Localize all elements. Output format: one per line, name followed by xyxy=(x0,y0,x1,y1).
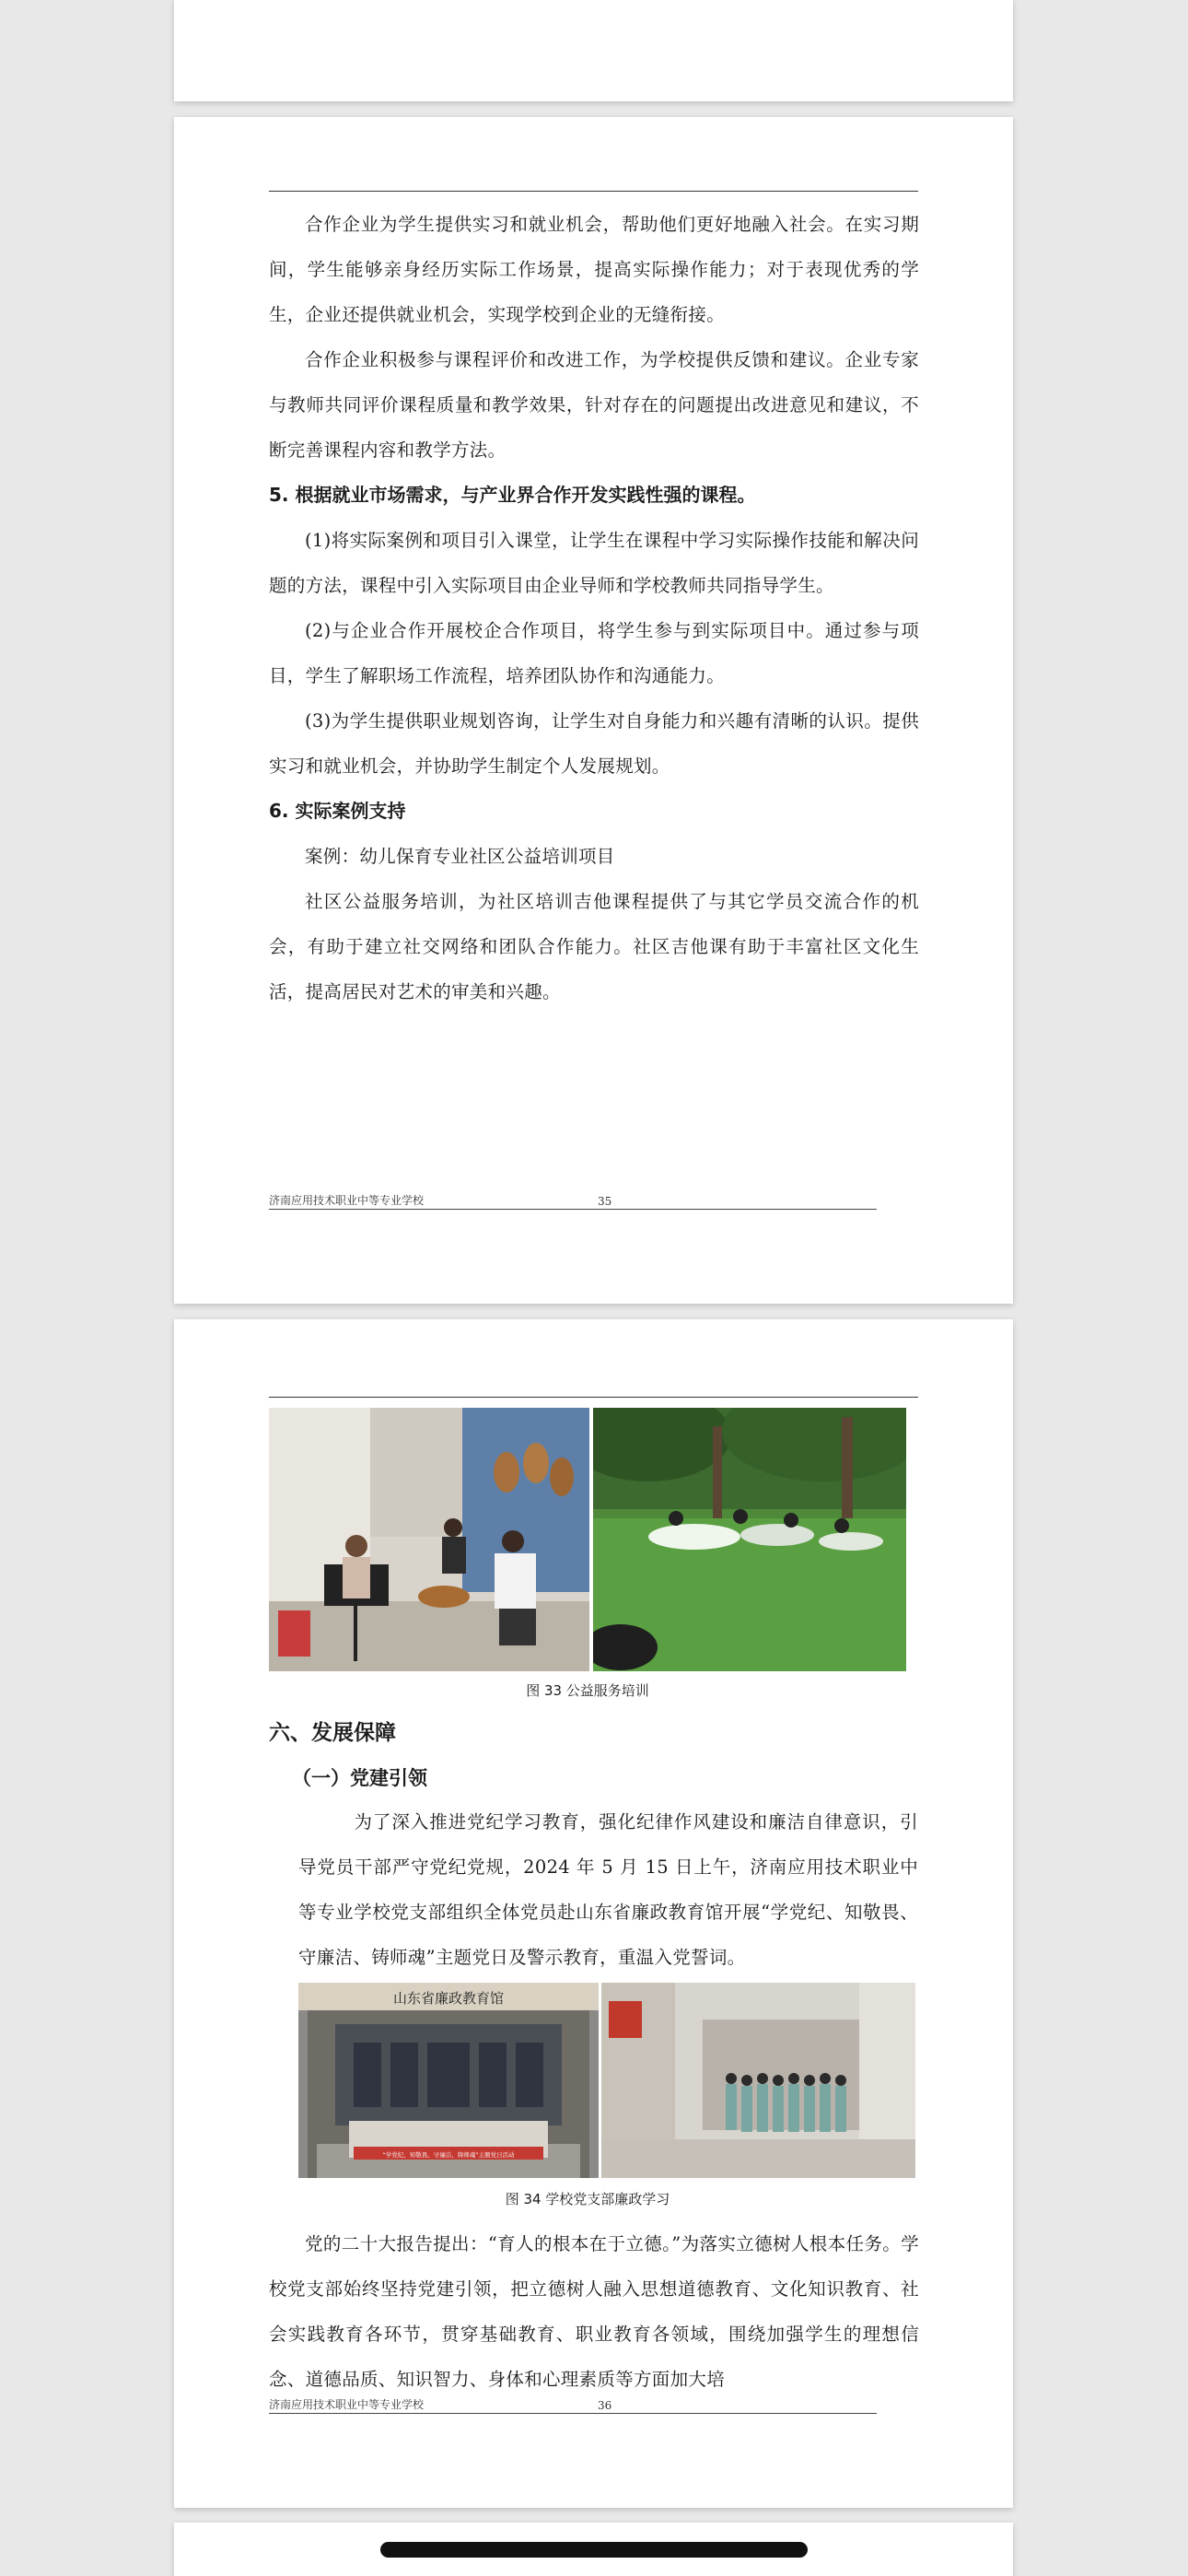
section-heading-5: 5. 根据就业市场需求，与产业界合作开发实践性强的课程。 xyxy=(269,484,756,506)
previous-page-fragment xyxy=(174,0,1013,101)
subsection-title-party: （一）党建引领 xyxy=(292,1767,427,1789)
footer-school-name: 济南应用技术职业中等专业学校 xyxy=(269,1194,425,1207)
paragraph: 党的二十大报告提出：“育人的根本在于立德。”为落实立德树人根本任务。学校党支部始终坚持党建引领，把立德树人融入思想道德教育、文化知识教育、社会实践教育各环节，贯穿基础教育、职业教育各领域，围绕加强学生的理想信念、道德品质、知识智力、身体和心理素质等方面加大培 xyxy=(269,2233,919,2390)
footer-school-name: 济南应用技术职业中等专业学校 xyxy=(269,2398,425,2411)
section-heading-6: 6. 实际案例支持 xyxy=(269,800,406,822)
museum-group-photo xyxy=(298,1983,599,2178)
figure-33-caption: 图 33 公益服务培训 xyxy=(526,1682,649,1699)
oath-ceremony-photo xyxy=(601,1983,915,2178)
list-item: (3)为学生提供职业规划咨询，让学生对自身能力和兴趣有清晰的认识。提供实习和就业机会，并协助学生制定个人发展规划。 xyxy=(269,710,919,777)
document-page-35 xyxy=(174,117,1013,1304)
paragraph: 为了深入推进党纪学习教育，强化纪律作风建设和廉洁自律意识，引导党员干部严守党纪党规，2024 年 5 月 15 日上午，济南应用技术职业中等专业学校党支部组织全体党员赴山东省廉政教育馆开展“学党纪、知敬畏、守廉洁、铸师魂”主题党日及警示教育，重温入党誓词。 xyxy=(298,1811,918,1968)
guitar-class-outdoor-photo xyxy=(593,1408,906,1671)
case-title: 案例：幼儿保育专业社区公益培训项目 xyxy=(305,846,615,867)
page-35-body xyxy=(269,202,919,1014)
document-page-36 xyxy=(174,1319,1013,2508)
section-title-development: 六、发展保障 xyxy=(269,1721,396,1745)
footer-page-number: 35 xyxy=(598,1195,612,1208)
header-rule xyxy=(269,191,918,192)
banner-text: “学党纪、知敬畏、守廉洁、铸师魂”主题党日活动 xyxy=(382,2151,515,2159)
page-footer xyxy=(269,1193,877,1210)
home-indicator[interactable] xyxy=(380,2542,808,2558)
party-paragraph-block xyxy=(298,1799,918,1980)
guitar-class-indoor-photo xyxy=(269,1408,589,1671)
final-paragraph-block xyxy=(269,2221,919,2424)
list-item: (2)与企业合作开展校企合作项目，将学生参与到实际项目中。通过参与项目，学生了解职场工作流程，培养团队协作和沟通能力。 xyxy=(269,620,919,686)
paragraph: 合作企业为学生提供实习和就业机会，帮助他们更好地融入社会。在实习期间，学生能够亲身经历实际工作场景，提高实际操作能力；对于表现优秀的学生，企业还提供就业机会，实现学校到企业的无缝衔接。 xyxy=(269,214,919,325)
list-item: (1)将实际案例和项目引入课堂，让学生在课程中学习实际操作技能和解决问题的方法，课程中引入实际项目由企业导师和学校教师共同指导学生。 xyxy=(269,530,919,596)
figure-34-caption: 图 34 学校党支部廉政学习 xyxy=(505,2191,670,2207)
museum-sign-text: 山东省廉政教育馆 xyxy=(392,1990,505,2007)
footer-page-number: 36 xyxy=(598,2399,612,2412)
page-footer xyxy=(269,2397,877,2414)
header-rule xyxy=(269,1397,918,1398)
paragraph: 合作企业积极参与课程评价和改进工作，为学校提供反馈和建议。企业专家与教师共同评价课程质量和教学效果，针对存在的问题提出改进意见和建议，不断完善课程内容和教学方法。 xyxy=(269,349,919,461)
case-body: 社区公益服务培训，为社区培训吉他课程提供了与其它学员交流合作的机会，有助于建立社交网络和团队合作能力。社区吉他课有助于丰富社区文化生活，提高居民对艺术的审美和兴趣。 xyxy=(269,891,919,1002)
